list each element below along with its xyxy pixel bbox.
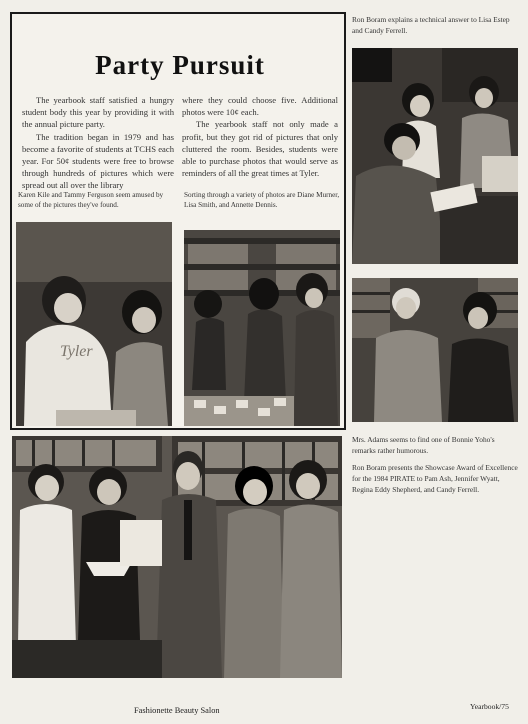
caption-top-left: Karen Kile and Tammy Ferguson seem amused by some of the pictures they've found. bbox=[18, 191, 164, 209]
sweater-lettering: Tyler bbox=[60, 343, 93, 360]
story-box bbox=[10, 12, 346, 430]
photo-mrs-adams bbox=[352, 278, 518, 422]
footer-ad: Fashionette Beauty Salon bbox=[134, 706, 220, 715]
story-title: Party Pursuit bbox=[95, 50, 265, 80]
story-paragraph: The tradition began in 1979 and has become a favorite of students at TCHS each year. For 50¢ students were free to browse through hundreds of pictures which were spread out all over the library bbox=[22, 131, 174, 191]
caption-top-middle: Sorting through a variety of photos are Diane Murner, Lisa Smith, and Annette Dennis. bbox=[184, 191, 340, 209]
caption-right-middle: Mrs. Adams seems to find one of Bonnie Yoho's remarks rather humorous. bbox=[352, 435, 495, 455]
photo-girls-laughing bbox=[16, 222, 172, 426]
photo-award-presentation bbox=[12, 436, 342, 678]
story-paragraph: The yearbook staff not only made a profit, but they got rid of pictures that only cluttered the room. Besides, students were able to purchase photos that would serve as reminders of all the great times at Tyler. bbox=[182, 119, 338, 179]
caption-right-top: Ron Boram explains a technical answer to Lisa Estep and Candy Ferrell. bbox=[352, 15, 510, 35]
story-column-2 bbox=[182, 94, 338, 179]
caption-right-bottom: Ron Boram presents the Showcase Award of Excellence for the 1984 PIRATE to Pam Ash, Jennifer Wyatt, Regina Eddy Shepherd, and Candy Ferrell. bbox=[352, 463, 518, 494]
story-paragraph: The yearbook staff satisfied a hungry student body this year by providing it with the annual picture party. bbox=[22, 95, 174, 130]
page-number: Yearbook/75 bbox=[470, 702, 509, 711]
photo-ron-boram-explaining bbox=[352, 48, 518, 264]
photo-sorting-photos bbox=[184, 230, 340, 426]
story-paragraph: where they could choose five. Additional photos were 10¢ each. bbox=[182, 95, 338, 118]
story-column-1 bbox=[22, 94, 174, 192]
